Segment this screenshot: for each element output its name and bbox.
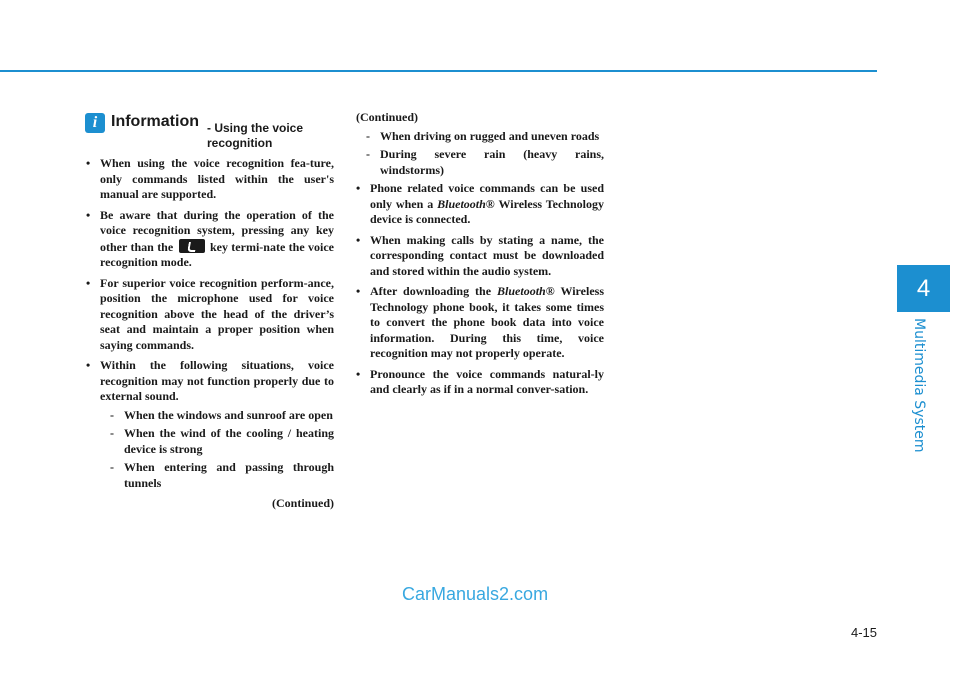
continued-note: (Continued) (271, 496, 334, 510)
watermark-link[interactable]: CarManuals2.com (402, 584, 549, 604)
list-item: • Pronounce the voice commands natural-ly and clearly as if in a normal conver-sation. (356, 367, 604, 398)
info-icon: i (85, 113, 105, 133)
list-item: • Be aware that during the operation of the voice recognition system, pressing any key other than the key termi-nate the voice recognition mode. (86, 208, 334, 271)
sub-list-item: - During severe rain (heavy rains, windstorms) (366, 147, 604, 177)
chapter-tab (897, 265, 950, 312)
list-item: • After downloading the Bluetooth® Wireless Technology phone book, it takes some times to convert the phone book data into voice information. During this time, voice recognition may not properly operate. (356, 284, 604, 362)
information-header (85, 113, 345, 153)
information-title: Information (111, 113, 199, 130)
chapter-title: Multimedia System (911, 318, 927, 453)
sub-list-item: - When driving on rugged and uneven roads (366, 128, 600, 143)
left-column (86, 156, 334, 512)
list-item: • When making calls by stating a name, the corresponding contact must be downloaded and stored within the audio system. (356, 233, 604, 280)
list-item: • When using the voice recognition fea-ture, only commands listed within the user's manual are supported. (86, 156, 334, 203)
list-item: • For superior voice recognition perform-ance, position the microphone used for voice recognition above the head of the driver’s seat and maintain a proper position when saying commands. (86, 276, 334, 354)
header-rule (0, 70, 877, 72)
page-number: 4-15 (850, 625, 877, 640)
list-item: • Within the following situations, voice recognition may not function properly due to external sound. - When the windows and sunroof are open - When the wind of the cooling / heating device is strong - When entering and passing through tunnels (86, 358, 334, 491)
right-column (356, 110, 604, 403)
voice-recognition-key-icon (179, 239, 205, 253)
sub-list-item: - When the wind of the cooling / heating device is strong (110, 426, 334, 456)
continued-note: (Continued) (356, 110, 419, 124)
sub-list-item: - When entering and passing through tunnels (110, 460, 334, 490)
information-subtitle: - Using the voice recognition (207, 121, 304, 150)
list-item: • Phone related voice commands can be used only when a Bluetooth® Wireless Technology device is connected. (356, 181, 604, 228)
chapter-number: 4 (916, 274, 931, 302)
sub-list-item: - When the windows and sunroof are open (110, 407, 333, 422)
